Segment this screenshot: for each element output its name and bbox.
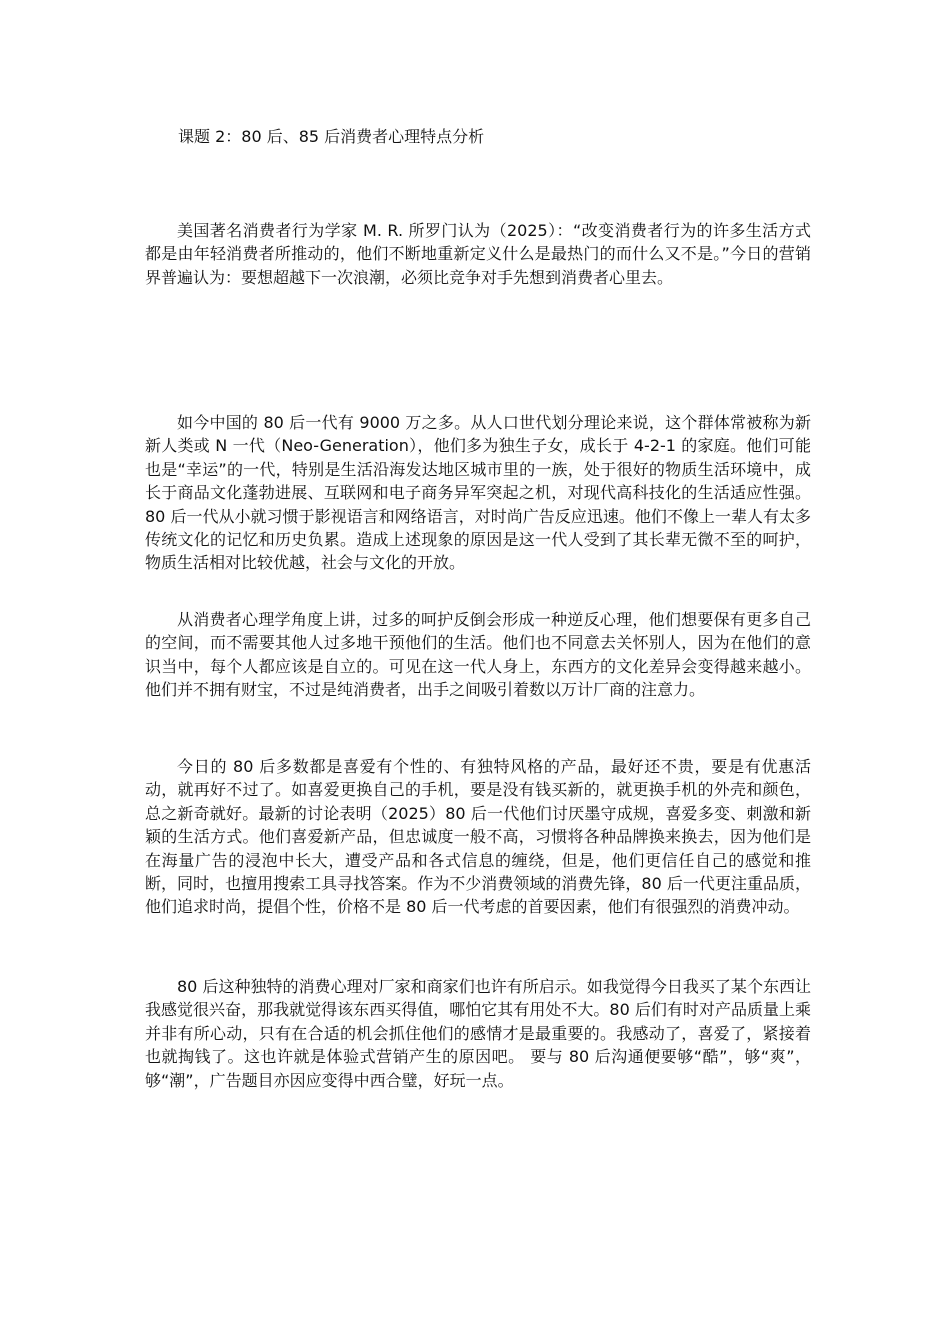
paragraph-marketing: 80 后这种独特的消费心理对厂家和商家们也许有所启示。如我觉得今日我买了某个东西让我感觉很兴奋，那我就觉得该东西买得值，哪怕它其有用处不大。80 后们有时对产品质量上乘并非有所心动，只有在合适的机会抓住他们的感情才是最重要的。我感动了，喜爱了，紧接着也就掏钱了。这也许就是体验式营销产生的原因吧。 要与 80 后沟通便要够“酷”，够“爽”，够“潮”，广告题目亦因应变得中西合璧，好玩一点。 [145, 977, 811, 1090]
paragraph-preferences: 今日的 80 后多数都是喜爱有个性的、有独特风格的产品，最好还不贵，要是有优惠活动，就再好不过了。如喜爱更换自己的手机，要是没有钱买新的，就更换手机的外壳和颜色，总之新奇就好。最新的讨论表明（2025）80 后一代他们讨厌墨守成规，喜爱多变、刺激和新颖的生活方式。他们喜爱新产品，但忠诚度一般不高，习惯将各种品牌换来换去，因为他们是在海量广告的浸泡中长大，遭受产品和各式信息的缠绕，但是，他们更信任自己的感觉和推断，同时，也擅用搜索工具寻找答案。作为不少消费领域的消费先锋，80 后一代更注重品质，他们追求时尚，提倡个性，价格不是 80 后一代考虑的首要因素，他们有很强烈的消费冲动。 [145, 757, 811, 917]
document-title: 课题 2：80 后、85 后消费者心理特点分析 [178, 127, 485, 146]
paragraph-generation: 如今中国的 80 后一代有 9000 万之多。从人口世代划分理论来说，这个群体常被称为新新人类或 N 一代（Neo-Generation），他们多为独生子女，成长于 4-2-1 的家庭。他们可能也是“幸运”的一代，特别是生活沿海发达地区城市里的一族，处于很好的物质生活环境中，成长于商品文化蓬勃进展、互联网和电子商务异军突起之机，对现代高科技化的生活适应性强。80 后一代从小就习惯于影视语言和网络语言，对时尚广告反应迅速。他们不像上一辈人有太多传统文化的记忆和历史负累。造成上述现象的原因是这一代人受到了其长辈无微不至的呵护，物质生活相对比较优越，社会与文化的开放。 [145, 413, 811, 573]
paragraph-intro: 美国著名消费者行为学家 M. R. 所罗门认为（2025）：“改变消费者行为的许多生活方式都是由年轻消费者所推动的，他们不断地重新定义什么是最热门的而什么又不是。”今日的营销界普遍认为：要想超越下一次浪潮，必须比竞争对手先想到消费者心里去。 [145, 221, 811, 287]
paragraph-psychology: 从消费者心理学角度上讲，过多的呵护反倒会形成一种逆反心理，他们想要保有更多自己的空间，而不需要其他人过多地干预他们的生活。他们也不同意去关怀别人，因为在他们的意识当中，每个人都应该是自立的。可见在这一代人身上，东西方的文化差异会变得越来越小。他们并不拥有财宝，不过是纯消费者，出手之间吸引着数以万计厂商的注意力。 [145, 610, 811, 700]
